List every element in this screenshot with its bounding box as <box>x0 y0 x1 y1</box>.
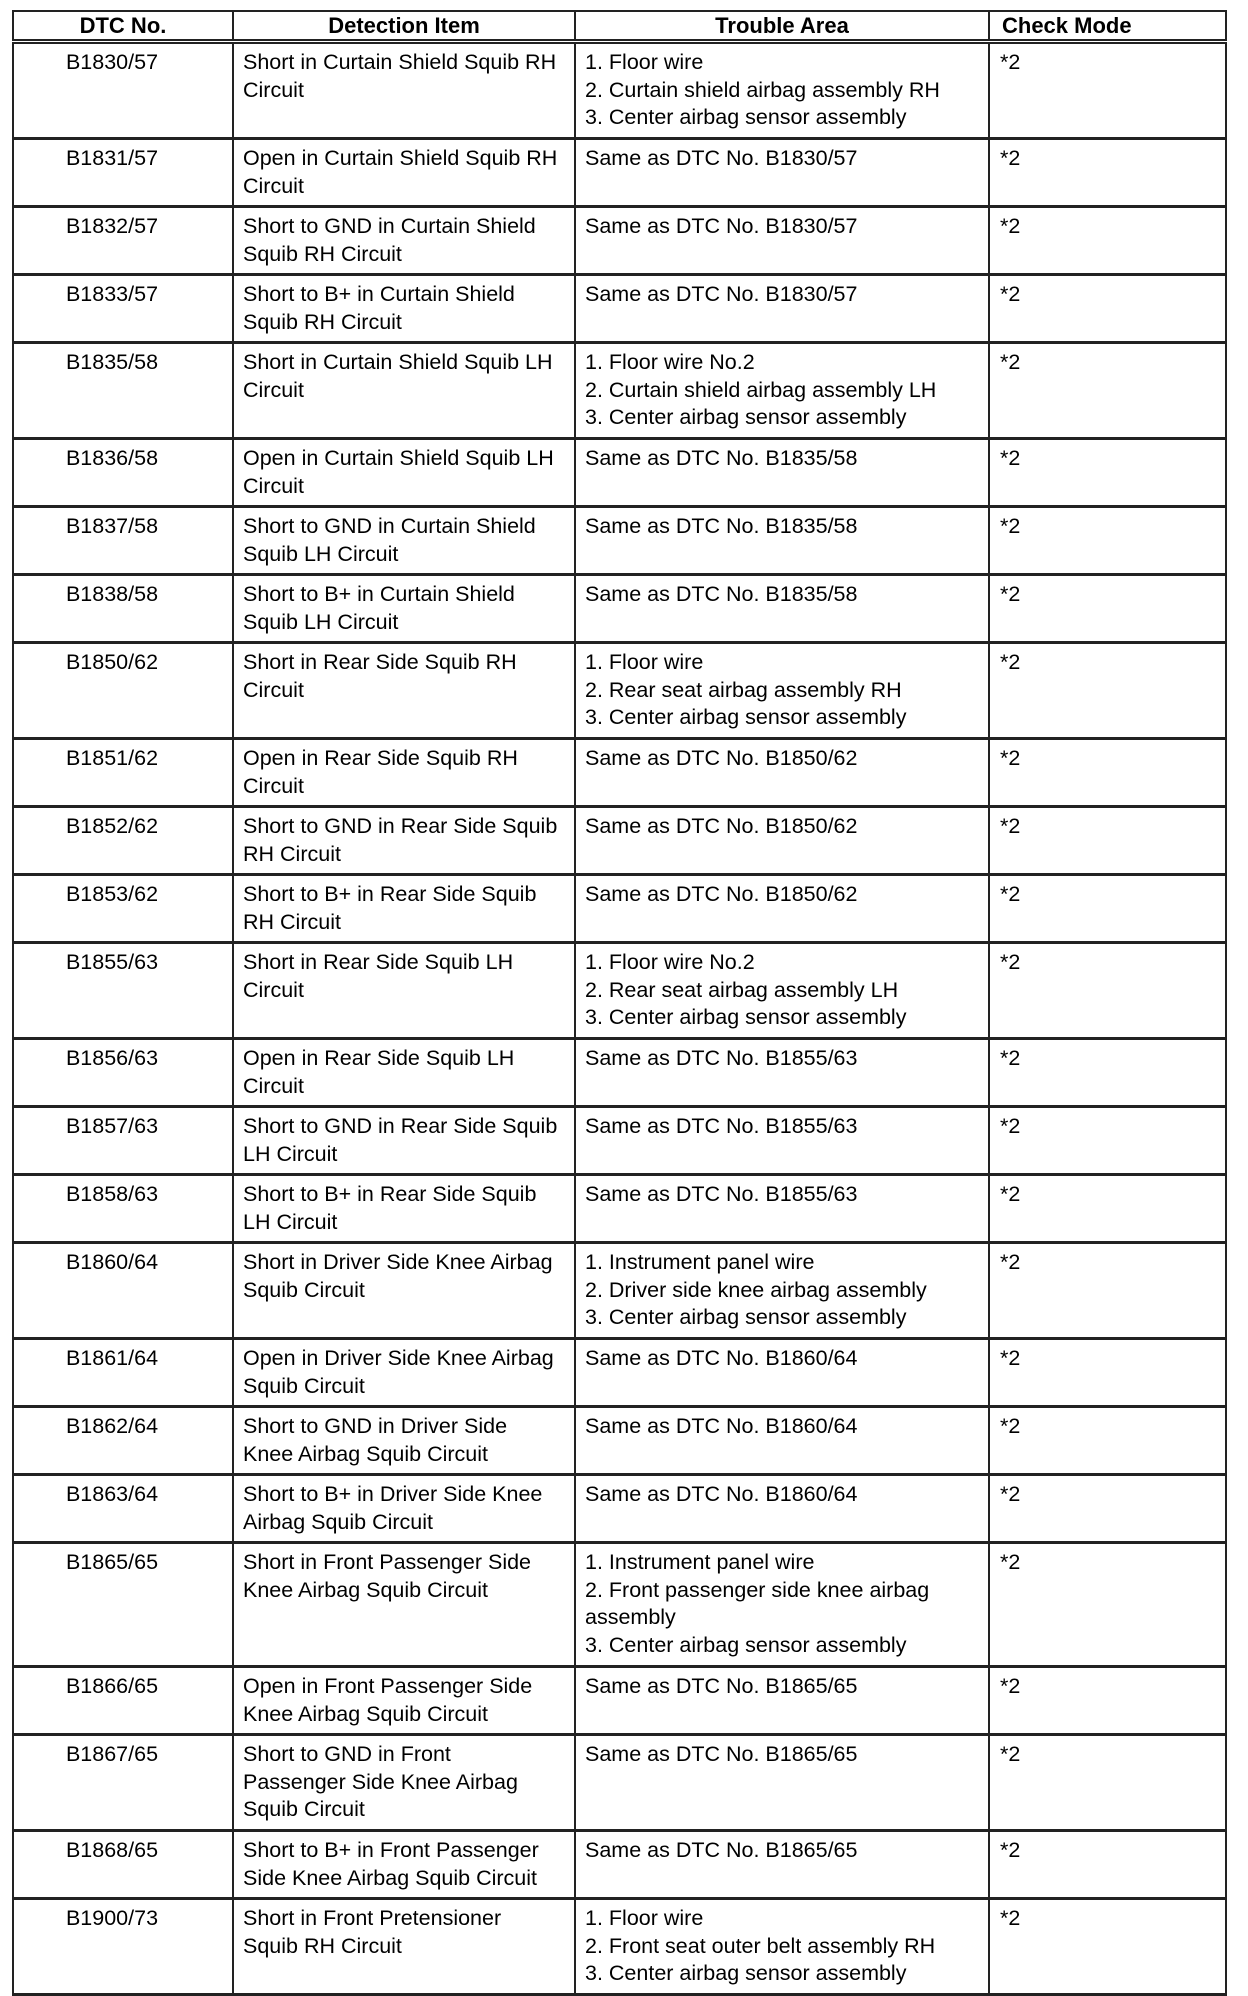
dtc-code-cell: B1900/73 <box>13 1899 233 1995</box>
table-row <box>13 439 1226 507</box>
trouble-area-line: 3. Center airbag sensor assembly <box>585 1961 907 1985</box>
detection-item-line: Short to GND in Front <box>243 1742 451 1766</box>
detection-item-line: Circuit <box>243 977 304 1002</box>
detection-item-cell <box>233 1243 575 1339</box>
trouble-area-cell <box>575 1475 989 1543</box>
detection-item-cell <box>233 42 575 139</box>
trouble-area-cell <box>575 807 989 875</box>
header-check-mode: Check Mode <box>989 11 1226 42</box>
detection-item-line: Circuit <box>243 677 304 702</box>
dtc-code-cell: B1857/63 <box>13 1107 233 1175</box>
detection-item-line: Knee Airbag Squib Circuit <box>243 1441 489 1466</box>
detection-item-line: Circuit <box>243 377 304 402</box>
table-row <box>13 343 1226 439</box>
detection-item-line: Short in Rear Side Squib RH <box>243 650 517 674</box>
detection-item-line: Short in Front Pretensioner <box>243 1906 502 1930</box>
check-mode-cell: *2 <box>989 875 1226 943</box>
check-mode-cell: *2 <box>989 439 1226 507</box>
detection-item-line: Short in Curtain Shield Squib RH <box>243 50 557 74</box>
trouble-area-line: Same as DTC No. B1835/58 <box>585 446 858 470</box>
table-row <box>13 575 1226 643</box>
trouble-area-line: 2. Rear seat airbag assembly LH <box>585 977 899 1002</box>
detection-item-line: LH Circuit <box>243 1209 338 1234</box>
check-mode-cell: *2 <box>989 739 1226 807</box>
table-row <box>13 1735 1226 1831</box>
check-mode-cell: *2 <box>989 943 1226 1039</box>
detection-item-line: Open in Front Passenger Side <box>243 1674 533 1698</box>
detection-item-line: Circuit <box>243 473 304 498</box>
check-mode-cell: *2 <box>989 42 1226 139</box>
trouble-area-line: 2. Curtain shield airbag assembly LH <box>585 377 937 402</box>
dtc-code-cell: B1852/62 <box>13 807 233 875</box>
detection-item-cell <box>233 439 575 507</box>
trouble-area-line: Same as DTC No. B1830/57 <box>585 282 858 306</box>
check-mode-cell: *2 <box>989 1543 1226 1667</box>
detection-item-line: Short to B+ in Rear Side Squib <box>243 882 537 906</box>
dtc-code-cell: B1831/57 <box>13 139 233 207</box>
trouble-area-line: 1. Instrument panel wire <box>585 1550 815 1574</box>
trouble-area-cell <box>575 507 989 575</box>
check-mode-cell: *2 <box>989 1339 1226 1407</box>
dtc-code-cell: B1853/62 <box>13 875 233 943</box>
trouble-area-line: 3. Center airbag sensor assembly <box>585 1632 907 1657</box>
detection-item-line: Open in Rear Side Squib RH <box>243 746 518 770</box>
detection-item-cell <box>233 507 575 575</box>
table-row <box>13 1475 1226 1543</box>
header-row <box>13 11 1226 42</box>
table-row <box>13 807 1226 875</box>
trouble-area-line: Same as DTC No. B1855/63 <box>585 1114 858 1138</box>
table-row <box>13 139 1226 207</box>
table-row <box>13 1899 1226 1995</box>
detection-item-line: Short to GND in Rear Side Squib <box>243 814 558 838</box>
detection-item-cell <box>233 1407 575 1475</box>
detection-item-line: Short to B+ in Curtain Shield <box>243 282 515 306</box>
check-mode-cell: *2 <box>989 1243 1226 1339</box>
trouble-area-cell <box>575 139 989 207</box>
check-mode-cell: *2 <box>989 1831 1226 1899</box>
table-row <box>13 1543 1226 1667</box>
trouble-area-line: Same as DTC No. B1865/65 <box>585 1742 858 1766</box>
detection-item-cell <box>233 139 575 207</box>
trouble-area-line: 1. Floor wire <box>585 650 704 674</box>
trouble-area-line: Same as DTC No. B1830/57 <box>585 214 858 238</box>
table-row <box>13 42 1226 139</box>
detection-item-line: LH Circuit <box>243 1141 338 1166</box>
detection-item-line: Short to B+ in Driver Side Knee <box>243 1482 543 1506</box>
detection-item-line: RH Circuit <box>243 909 341 934</box>
detection-item-line: Squib Circuit <box>243 1373 365 1398</box>
check-mode-cell: *2 <box>989 643 1226 739</box>
dtc-code-cell: B1833/57 <box>13 275 233 343</box>
detection-item-line: Passenger Side Knee Airbag <box>243 1769 518 1794</box>
dtc-document <box>12 10 1225 1996</box>
trouble-area-line: 2. Front seat outer belt assembly RH <box>585 1933 936 1958</box>
table-row <box>13 507 1226 575</box>
detection-item-line: Short in Front Passenger Side <box>243 1550 532 1574</box>
trouble-area-line: Same as DTC No. B1865/65 <box>585 1838 858 1862</box>
detection-item-line: Knee Airbag Squib Circuit <box>243 1701 489 1726</box>
table-row <box>13 1243 1226 1339</box>
table-row <box>13 1407 1226 1475</box>
detection-item-cell <box>233 1107 575 1175</box>
trouble-area-cell <box>575 1735 989 1831</box>
detection-item-cell <box>233 875 575 943</box>
detection-item-line: Circuit <box>243 1073 304 1098</box>
trouble-area-line: Same as DTC No. B1860/64 <box>585 1414 858 1438</box>
trouble-area-line: Same as DTC No. B1860/64 <box>585 1346 858 1370</box>
dtc-code-cell: B1851/62 <box>13 739 233 807</box>
check-mode-cell: *2 <box>989 139 1226 207</box>
detection-item-line: Squib Circuit <box>243 1797 365 1821</box>
trouble-area-line: 2. Rear seat airbag assembly RH <box>585 677 902 702</box>
detection-item-cell <box>233 207 575 275</box>
trouble-area-cell <box>575 875 989 943</box>
detection-item-line: Short to B+ in Curtain Shield <box>243 582 515 606</box>
trouble-area-line: 1. Instrument panel wire <box>585 1250 815 1274</box>
check-mode-cell: *2 <box>989 575 1226 643</box>
detection-item-line: Short to B+ in Front Passenger <box>243 1838 539 1862</box>
trouble-area-line: 1. Floor wire No.2 <box>585 950 755 974</box>
detection-item-line: Short to GND in Rear Side Squib <box>243 1114 558 1138</box>
detection-item-line: Open in Curtain Shield Squib LH <box>243 446 554 470</box>
trouble-area-cell <box>575 439 989 507</box>
detection-item-cell <box>233 807 575 875</box>
trouble-area-cell <box>575 575 989 643</box>
check-mode-cell: *2 <box>989 343 1226 439</box>
detection-item-line: Squib LH Circuit <box>243 609 399 634</box>
table-row <box>13 1107 1226 1175</box>
trouble-area-line: Same as DTC No. B1860/64 <box>585 1482 858 1506</box>
dtc-code-cell: B1835/58 <box>13 343 233 439</box>
table-row <box>13 1831 1226 1899</box>
dtc-code-cell: B1850/62 <box>13 643 233 739</box>
trouble-area-line: 3. Center airbag sensor assembly <box>585 705 907 729</box>
header-trouble-area: Trouble Area <box>575 11 989 42</box>
trouble-area-line: Same as DTC No. B1850/62 <box>585 746 858 770</box>
detection-item-line: Squib Circuit <box>243 1277 365 1302</box>
detection-item-line: Open in Curtain Shield Squib RH <box>243 146 558 170</box>
trouble-area-cell <box>575 1107 989 1175</box>
dtc-code-cell: B1832/57 <box>13 207 233 275</box>
detection-item-line: Squib RH Circuit <box>243 1933 402 1958</box>
detection-item-line: Squib RH Circuit <box>243 309 402 334</box>
trouble-area-cell <box>575 207 989 275</box>
trouble-area-cell <box>575 42 989 139</box>
detection-item-line: Short to B+ in Rear Side Squib <box>243 1182 537 1206</box>
trouble-area-line: 1. Floor wire <box>585 50 704 74</box>
detection-item-line: Short in Rear Side Squib LH <box>243 950 514 974</box>
trouble-area-line: Same as DTC No. B1865/65 <box>585 1674 858 1698</box>
trouble-area-cell <box>575 1543 989 1667</box>
detection-item-line: RH Circuit <box>243 841 341 866</box>
trouble-area-line: assembly <box>585 1605 676 1629</box>
dtc-code-cell: B1862/64 <box>13 1407 233 1475</box>
detection-item-cell <box>233 1339 575 1407</box>
detection-item-cell <box>233 275 575 343</box>
table-row <box>13 943 1226 1039</box>
dtc-code-cell: B1865/65 <box>13 1543 233 1667</box>
dtc-table <box>12 10 1227 1996</box>
check-mode-cell: *2 <box>989 275 1226 343</box>
dtc-code-cell: B1868/65 <box>13 1831 233 1899</box>
trouble-area-line: 2. Curtain shield airbag assembly RH <box>585 77 940 102</box>
trouble-area-line: 3. Center airbag sensor assembly <box>585 105 907 129</box>
dtc-code-cell: B1867/65 <box>13 1735 233 1831</box>
trouble-area-cell <box>575 1667 989 1735</box>
detection-item-cell <box>233 1475 575 1543</box>
detection-item-cell <box>233 1735 575 1831</box>
dtc-code-cell: B1836/58 <box>13 439 233 507</box>
check-mode-cell: *2 <box>989 1039 1226 1107</box>
trouble-area-line: 2. Front passenger side knee airbag <box>585 1577 930 1602</box>
detection-item-line: Circuit <box>243 77 304 102</box>
dtc-code-cell: B1837/58 <box>13 507 233 575</box>
check-mode-cell: *2 <box>989 1475 1226 1543</box>
check-mode-cell: *2 <box>989 1899 1226 1995</box>
check-mode-cell: *2 <box>989 807 1226 875</box>
trouble-area-cell <box>575 1339 989 1407</box>
dtc-code-cell: B1860/64 <box>13 1243 233 1339</box>
trouble-area-line: 3. Center airbag sensor assembly <box>585 1005 907 1029</box>
trouble-area-line: 1. Floor wire No.2 <box>585 350 755 374</box>
dtc-code-cell: B1858/63 <box>13 1175 233 1243</box>
table-row <box>13 1339 1226 1407</box>
table-row <box>13 1175 1226 1243</box>
check-mode-cell: *2 <box>989 1107 1226 1175</box>
detection-item-cell <box>233 1899 575 1995</box>
trouble-area-cell <box>575 1175 989 1243</box>
detection-item-line: Circuit <box>243 773 304 798</box>
check-mode-cell: *2 <box>989 507 1226 575</box>
detection-item-line: Open in Driver Side Knee Airbag <box>243 1346 554 1370</box>
detection-item-cell <box>233 643 575 739</box>
dtc-code-cell: B1855/63 <box>13 943 233 1039</box>
trouble-area-line: Same as DTC No. B1835/58 <box>585 582 858 606</box>
detection-item-line: Open in Rear Side Squib LH <box>243 1046 515 1070</box>
detection-item-cell <box>233 1667 575 1735</box>
table-row <box>13 275 1226 343</box>
trouble-area-line: 1. Floor wire <box>585 1906 704 1930</box>
detection-item-cell <box>233 1175 575 1243</box>
dtc-code-cell: B1863/64 <box>13 1475 233 1543</box>
trouble-area-cell <box>575 739 989 807</box>
trouble-area-cell <box>575 1831 989 1899</box>
trouble-area-line: 3. Center airbag sensor assembly <box>585 1305 907 1329</box>
table-row <box>13 1039 1226 1107</box>
header-dtc-no: DTC No. <box>13 11 233 42</box>
table-row <box>13 1667 1226 1735</box>
trouble-area-cell <box>575 1899 989 1995</box>
detection-item-line: Short to GND in Curtain Shield <box>243 514 536 538</box>
dtc-code-cell: B1866/65 <box>13 1667 233 1735</box>
detection-item-line: Squib RH Circuit <box>243 241 402 266</box>
check-mode-cell: *2 <box>989 207 1226 275</box>
detection-item-line: Squib LH Circuit <box>243 541 399 566</box>
trouble-area-line: Same as DTC No. B1855/63 <box>585 1182 858 1206</box>
dtc-code-cell: B1856/63 <box>13 1039 233 1107</box>
table-header <box>13 11 1226 42</box>
detection-item-cell <box>233 1039 575 1107</box>
trouble-area-cell <box>575 343 989 439</box>
table-row <box>13 207 1226 275</box>
header-detection-item: Detection Item <box>233 11 575 42</box>
trouble-area-line: 2. Driver side knee airbag assembly <box>585 1277 927 1302</box>
detection-item-cell <box>233 575 575 643</box>
detection-item-cell <box>233 943 575 1039</box>
table-row <box>13 875 1226 943</box>
check-mode-cell: *2 <box>989 1175 1226 1243</box>
detection-item-line: Short in Driver Side Knee Airbag <box>243 1250 553 1274</box>
trouble-area-line: 3. Center airbag sensor assembly <box>585 405 907 429</box>
trouble-area-cell <box>575 275 989 343</box>
detection-item-line: Airbag Squib Circuit <box>243 1509 434 1534</box>
check-mode-cell: *2 <box>989 1735 1226 1831</box>
detection-item-line: Circuit <box>243 173 304 198</box>
table-body <box>13 42 1226 1995</box>
table-row <box>13 739 1226 807</box>
trouble-area-cell <box>575 943 989 1039</box>
trouble-area-line: Same as DTC No. B1855/63 <box>585 1046 858 1070</box>
trouble-area-cell <box>575 643 989 739</box>
detection-item-line: Short to GND in Driver Side <box>243 1414 508 1438</box>
trouble-area-line: Same as DTC No. B1850/62 <box>585 814 858 838</box>
dtc-code-cell: B1830/57 <box>13 42 233 139</box>
detection-item-cell <box>233 343 575 439</box>
trouble-area-line: Same as DTC No. B1835/58 <box>585 514 858 538</box>
trouble-area-cell <box>575 1407 989 1475</box>
detection-item-cell <box>233 1831 575 1899</box>
table-row <box>13 643 1226 739</box>
trouble-area-line: Same as DTC No. B1850/62 <box>585 882 858 906</box>
detection-item-line: Side Knee Airbag Squib Circuit <box>243 1865 538 1890</box>
trouble-area-cell <box>575 1039 989 1107</box>
check-mode-cell: *2 <box>989 1407 1226 1475</box>
detection-item-line: Knee Airbag Squib Circuit <box>243 1577 489 1602</box>
trouble-area-line: Same as DTC No. B1830/57 <box>585 146 858 170</box>
detection-item-cell <box>233 739 575 807</box>
dtc-code-cell: B1838/58 <box>13 575 233 643</box>
check-mode-cell: *2 <box>989 1667 1226 1735</box>
detection-item-line: Short in Curtain Shield Squib LH <box>243 350 553 374</box>
detection-item-cell <box>233 1543 575 1667</box>
dtc-code-cell: B1861/64 <box>13 1339 233 1407</box>
detection-item-line: Short to GND in Curtain Shield <box>243 214 536 238</box>
trouble-area-cell <box>575 1243 989 1339</box>
